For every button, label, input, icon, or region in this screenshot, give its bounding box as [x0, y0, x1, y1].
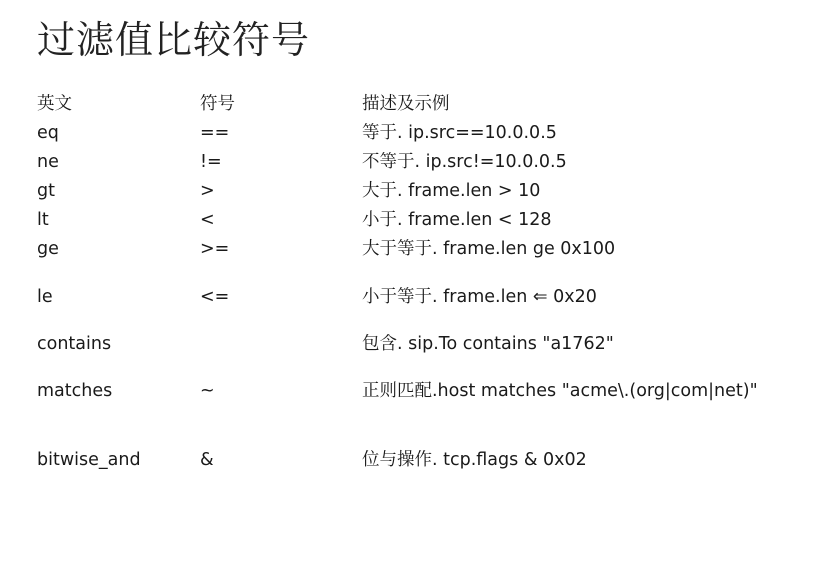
operator-symbol: ~: [200, 381, 215, 401]
operator-symbol: !=: [200, 152, 222, 172]
column-header-description: 描述及示例: [362, 94, 450, 114]
operator-symbol: &: [200, 450, 214, 470]
operator-description: 包含. sip.To contains "a1762": [362, 334, 614, 354]
table-row: [0, 332, 839, 356]
operator-english: contains: [37, 334, 112, 354]
operator-english: lt: [37, 210, 49, 230]
column-header-english: 英文: [37, 94, 72, 114]
operator-english: le: [37, 287, 53, 307]
operator-description: 大于等于. frame.len ge 0x100: [362, 239, 616, 259]
operator-description: 大于. frame.len > 10: [362, 181, 541, 201]
column-header-symbol: 符号: [200, 94, 235, 114]
operator-description: 小于. frame.len < 128: [362, 210, 552, 230]
operator-english: bitwise_and: [37, 450, 141, 470]
table-row: [0, 448, 839, 472]
table-row: [0, 208, 839, 232]
table-row: [0, 237, 839, 261]
operator-description: 正则匹配.host matches "acme\.(org|com|net)": [362, 381, 758, 401]
operator-english: ge: [37, 239, 59, 259]
operator-english: ne: [37, 152, 59, 172]
operator-english: eq: [37, 123, 59, 143]
operator-symbol: <=: [200, 287, 230, 307]
table-row: [0, 121, 839, 145]
operator-description: 等于. ip.src==10.0.0.5: [362, 123, 557, 143]
operator-description: 不等于. ip.src!=10.0.0.5: [362, 152, 567, 172]
table-row: [0, 379, 839, 403]
operator-symbol: <: [200, 210, 215, 230]
operator-description: 小于等于. frame.len ⇐ 0x20: [362, 287, 597, 307]
page-title: 过滤值比较符号: [37, 18, 311, 62]
table-header: [0, 92, 839, 116]
operator-symbol: >=: [200, 239, 230, 259]
table-row: [0, 179, 839, 203]
operator-symbol: ==: [200, 123, 230, 143]
operator-description: 位与操作. tcp.flags & 0x02: [362, 450, 587, 470]
operator-symbol: >: [200, 181, 215, 201]
table-row: [0, 285, 839, 309]
table-row: [0, 150, 839, 174]
operator-english: gt: [37, 181, 55, 201]
operator-english: matches: [37, 381, 113, 401]
